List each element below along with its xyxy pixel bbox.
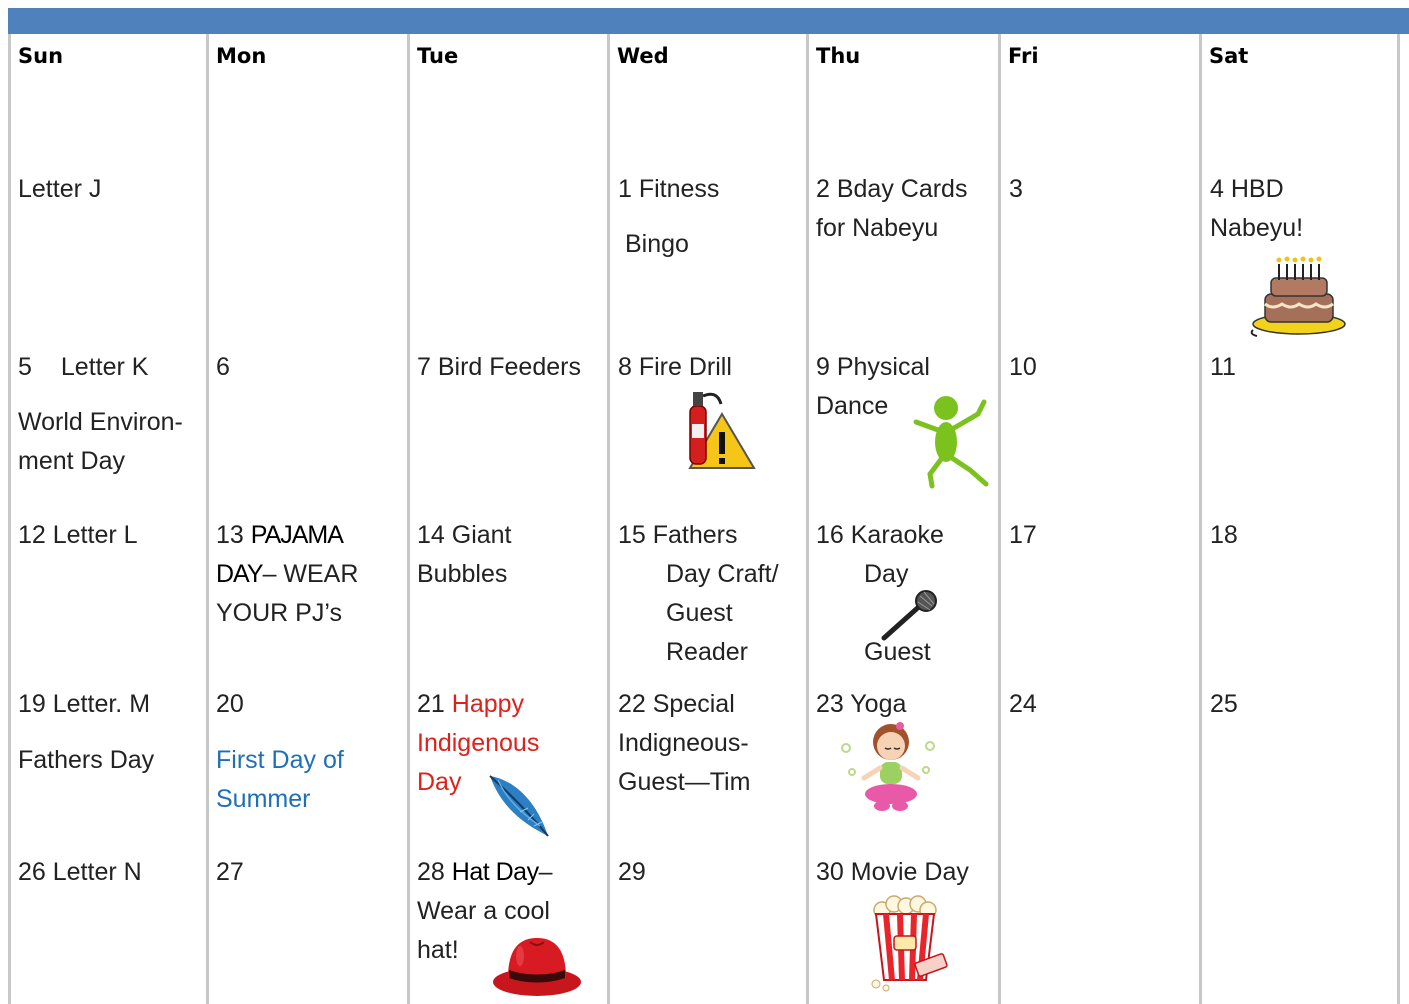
yoga-girl-icon: [836, 716, 946, 816]
event-text: World Environ-: [18, 408, 183, 436]
event-text: Guest—Tim: [618, 768, 751, 796]
cell-sun-19: [18, 685, 154, 780]
cell-tue-14: [417, 516, 512, 594]
date-number: 27: [216, 858, 244, 886]
event-text: 8 Fire Drill: [618, 353, 732, 381]
column-divider: [407, 34, 410, 1004]
event-text: Guest: [864, 638, 931, 666]
event-text: 15 Fathers: [618, 521, 738, 549]
event-text: ment Day: [18, 447, 125, 475]
event-text: Day: [417, 768, 462, 796]
header-bar: [8, 8, 1409, 34]
popcorn-icon: [864, 892, 956, 992]
date-number: 13: [216, 521, 251, 549]
column-divider: [1397, 34, 1400, 1004]
cell-thu-30: [816, 853, 969, 892]
day-header-sat: Sat: [1209, 44, 1249, 68]
event-text: – WEAR: [262, 560, 359, 588]
event-text: Day: [864, 560, 909, 588]
event-text: First Day of: [216, 746, 344, 774]
day-header-fri: Fri: [1008, 44, 1039, 68]
event-text: Day Craft/: [666, 560, 779, 588]
event-text: Wear a cool: [417, 897, 550, 925]
cell-sat-11: [1210, 348, 1236, 387]
cell-fri-3: [1009, 170, 1023, 209]
column-divider: [1199, 34, 1202, 1004]
day-header-sun: Sun: [18, 44, 64, 68]
cell-wed-8: [618, 348, 732, 387]
event-text: Happy: [451, 690, 525, 718]
event-text: 30 Movie Day: [816, 858, 969, 886]
cell-mon-6: [216, 348, 230, 387]
event-text: Summer: [216, 785, 311, 813]
cell-wed-1: [618, 170, 719, 264]
event-text: Letter K: [60, 353, 149, 381]
cell-fri-24: [1009, 685, 1037, 724]
cell-wed-29: [618, 853, 646, 892]
cell-thu-2: [816, 170, 967, 248]
event-text: Guest: [666, 599, 733, 627]
event-text: Fathers Day: [18, 746, 155, 774]
day-header-tue: Tue: [417, 44, 459, 68]
event-text: Dance: [816, 392, 889, 420]
cell-mon-27: [216, 853, 244, 892]
event-text: DAY: [216, 560, 263, 588]
event-text: Nabeyu!: [1210, 214, 1304, 242]
date-number: 28: [417, 858, 452, 886]
event-text: 16 Karaoke: [816, 521, 944, 549]
event-text: 4 HBD: [1210, 175, 1284, 203]
event-text: 26 Letter N: [18, 858, 142, 886]
birthday-cake-icon: [1247, 244, 1347, 338]
event-text: for Nabeyu: [816, 214, 939, 242]
date-number: 6: [216, 353, 230, 381]
event-text: 14 Giant: [417, 521, 512, 549]
date-number: 11: [1210, 353, 1236, 381]
day-header-thu: Thu: [816, 44, 861, 68]
cell-mon-13: [216, 516, 358, 633]
event-text: Bubbles: [417, 560, 508, 588]
cell-sat-18: [1210, 516, 1238, 555]
day-header-wed: Wed: [617, 44, 669, 68]
cell-sat-4: [1210, 170, 1303, 248]
date-number: 17: [1009, 521, 1037, 549]
event-text: Reader: [666, 638, 748, 666]
cell-mon-20: [216, 685, 344, 819]
date-number: 20: [216, 690, 244, 718]
event-text: 19 Letter. M: [18, 690, 151, 718]
event-text: hat!: [417, 936, 459, 964]
dancing-figure-icon: [908, 392, 994, 490]
event-text: Letter J: [18, 175, 102, 203]
event-text: PAJAMA: [250, 521, 343, 549]
event-text: 12 Letter L: [18, 521, 138, 549]
date-number: 29: [618, 858, 646, 886]
event-text: YOUR PJ’s: [216, 599, 342, 627]
event-text: 7 Bird Feeders: [417, 353, 581, 381]
event-text: 2 Bday Cards: [816, 175, 968, 203]
date-number: 10: [1009, 353, 1037, 381]
date-number: 21: [417, 690, 452, 718]
column-divider: [206, 34, 209, 1004]
date-number: 5: [18, 353, 32, 381]
cell-sat-25: [1210, 685, 1238, 724]
cell-sun-5: [18, 348, 183, 481]
event-text: Bingo: [625, 230, 689, 258]
event-text: Hat Day: [451, 858, 539, 886]
column-divider: [8, 34, 11, 1004]
event-text: 9 Physical: [816, 353, 930, 381]
cell-sun-12: [18, 516, 138, 555]
date-number: 18: [1210, 521, 1238, 549]
date-number: 24: [1009, 690, 1037, 718]
cell-fri-10: [1009, 348, 1037, 387]
cell-tue-7: [417, 348, 581, 387]
event-text: 1 Fitness: [618, 175, 720, 203]
event-text: 23 Yoga: [816, 690, 907, 718]
column-divider: [998, 34, 1001, 1004]
event-text: Indigneous-: [618, 729, 749, 757]
event-text: Indigenous: [417, 729, 540, 757]
event-text: –: [538, 858, 553, 886]
column-divider: [806, 34, 809, 1004]
microphone-icon: [878, 590, 940, 642]
fire-extinguisher-warning-icon: [686, 384, 758, 472]
day-header-mon: Mon: [216, 44, 267, 68]
cell-wed-15: [618, 516, 779, 672]
feather-icon: [484, 770, 554, 842]
event-text: 22 Special: [618, 690, 735, 718]
cell-sun-week1: [18, 170, 101, 209]
cell-wed-22: [618, 685, 750, 802]
cell-sun-26: [18, 853, 142, 892]
date-number: 3: [1009, 175, 1023, 203]
red-hat-icon: [490, 934, 584, 1000]
cell-fri-17: [1009, 516, 1037, 555]
column-divider: [607, 34, 610, 1004]
date-number: 25: [1210, 690, 1238, 718]
